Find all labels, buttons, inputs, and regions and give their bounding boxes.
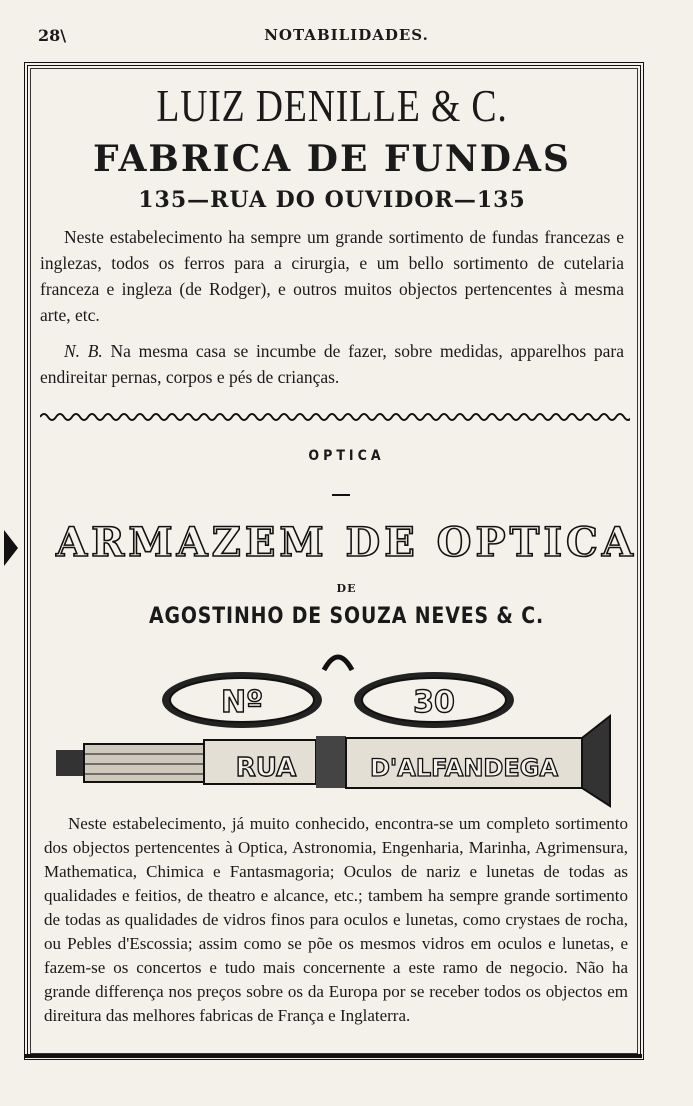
wavy-separator bbox=[40, 410, 630, 424]
advertisement-optica bbox=[44, 812, 628, 1028]
body-paragraph: Neste estabelecimento, já muito conhecido, encontra-se um completo sortimento dos objectos pertencentes à Optica, Astronomia, Engenharia, Marinha, Agrimensura, Mathematica, Chimica e Fantasmagoria; Oculos de nariz e lunetas de todas as qualidades e feitios, de theatro e alcance, etc.; tambem ha sempre grande sortimento de todas as qualidades de vidros finos para oculos e lunetas, como crystaes de rocha, ou Pebles d'Escossia; assim como se põe os mesmos vidros em oculos e lunetas, e fazem-se os concertos e tudo mais concernente a este ramo de negocio. Não ha grande differença nos preços sobre os da Europa por se receber todos os objectos em direitura das melhores fabricas de França e Inglaterra. bbox=[44, 814, 628, 1025]
page-number: 28\ bbox=[38, 26, 67, 45]
advertisement-denille bbox=[40, 82, 624, 390]
firm-name: LUIZ DENILLE & C. bbox=[156, 80, 508, 131]
running-title: NOTABILIDADES. bbox=[264, 26, 429, 44]
number-label: Nº bbox=[220, 685, 264, 720]
nota-bene-paragraph bbox=[40, 338, 624, 390]
street-right-label: D'ALFANDEGA bbox=[369, 754, 559, 782]
body-paragraph: Neste estabelecimento ha sempre um grande sortimento de fundas francezas e inglezas, todos os ferros para a cirurgia, e um bello sortimento de cutelaria franceza e ingleza (de Rodger), e outros muitos objectos pertencentes à mesma arte, etc. bbox=[40, 227, 624, 325]
nb-label: N. B. bbox=[64, 341, 103, 361]
running-head bbox=[0, 26, 693, 50]
section-label-optica: OPTICA bbox=[308, 448, 385, 464]
short-rule bbox=[332, 494, 350, 496]
spectacles-telescope-illustration bbox=[44, 640, 644, 810]
proprietor-name: AGOSTINHO DE SOUZA NEVES & C. bbox=[148, 604, 545, 629]
address-line: 135—RUA DO OUVIDOR—135 bbox=[138, 187, 526, 213]
connector-de: DE bbox=[336, 582, 357, 595]
frame-bottom-rule bbox=[24, 1054, 642, 1058]
headline-armazem: ARMAZEM DE OPTICA bbox=[56, 519, 637, 566]
number-value: 30 bbox=[413, 685, 455, 720]
street-left-label: RUA bbox=[235, 753, 297, 783]
headline-fabrica: FABRICA DE FUNDAS bbox=[93, 138, 571, 180]
nb-text: Na mesma casa se incumbe de fazer, sobre medidas, apparelhos para endireitar pernas, corpos e pés de crianças. bbox=[40, 341, 625, 387]
